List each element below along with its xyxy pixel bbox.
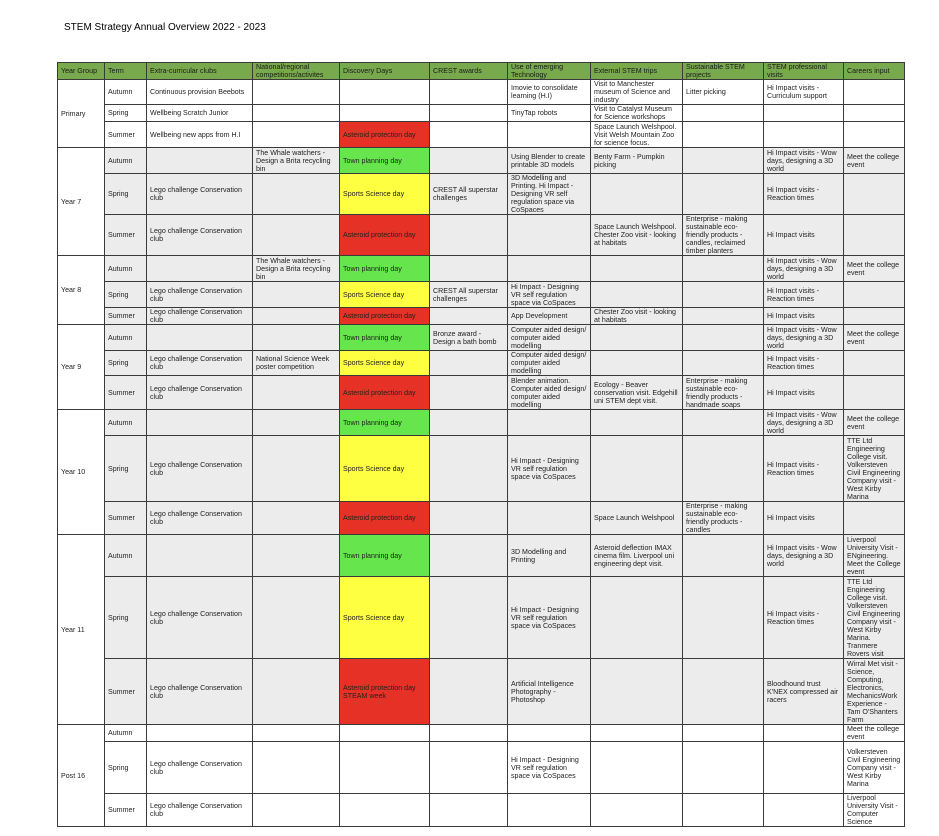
sustainable-project-cell [683, 122, 764, 148]
competitions-cell [253, 502, 340, 535]
emerging-tech-cell [508, 410, 591, 436]
header-professional-visits: STEM professional visits [764, 63, 844, 80]
table-row [58, 122, 905, 148]
term-cell: Summer [105, 122, 147, 148]
competitions-cell [253, 174, 340, 215]
careers-input-cell [844, 80, 905, 105]
discovery-day-cell: Asteroid protection day [340, 376, 430, 410]
careers-input-cell [844, 105, 905, 122]
extra-curricular-cell: Continuous provision Beebots [147, 80, 253, 105]
term-cell: Spring [105, 105, 147, 122]
careers-input-cell: Meet the college event [844, 256, 905, 282]
discovery-day-cell: Sports Science day [340, 577, 430, 659]
careers-input-cell: Volkersteven Civil Engineering Company visit - West Kirby Marina [844, 742, 905, 794]
emerging-tech-cell: Using Blender to create printable 3D models [508, 148, 591, 174]
crest-award-cell: CREST All superstar challenges [430, 282, 508, 308]
crest-award-cell [430, 122, 508, 148]
professional-visit-cell: Hi Impact visits - Curriculum support [764, 80, 844, 105]
discovery-day-cell: Sports Science day [340, 351, 430, 376]
professional-visit-cell: Bloodhound trust K'NEX compressed air racers [764, 659, 844, 725]
sustainable-project-cell [683, 282, 764, 308]
sustainable-project-cell [683, 742, 764, 794]
table-row [58, 105, 905, 122]
external-trip-cell [591, 256, 683, 282]
term-cell: Summer [105, 659, 147, 725]
sustainable-project-cell [683, 436, 764, 502]
sustainable-project-cell [683, 577, 764, 659]
year-group-label: Post 16 [58, 725, 105, 827]
professional-visit-cell [764, 105, 844, 122]
extra-curricular-cell [147, 725, 253, 742]
emerging-tech-cell: Hi Impact - Designing VR self regulation space via CoSpaces [508, 577, 591, 659]
extra-curricular-cell [147, 256, 253, 282]
crest-award-cell [430, 105, 508, 122]
emerging-tech-cell: Computer aided design/ computer aided modelling [508, 325, 591, 351]
careers-input-cell: Meet the college event [844, 725, 905, 742]
careers-input-cell: TTE Ltd Engineering College visit. Volkersteven Civil Engineering Company visit - West Kirby Marina [844, 436, 905, 502]
professional-visit-cell: Hi Impact visits - Wow days, designing a 3D world [764, 535, 844, 577]
extra-curricular-cell: Lego challenge Conservation club [147, 794, 253, 827]
crest-award-cell [430, 351, 508, 376]
discovery-day-cell [340, 794, 430, 827]
competitions-cell [253, 376, 340, 410]
sustainable-project-cell: Enterprise - making sustainable eco-friendly products - candles, reclaimed timber planters [683, 215, 764, 256]
extra-curricular-cell [147, 148, 253, 174]
careers-input-cell: Liverpool University Visit - ENgineering. Meet the College event [844, 535, 905, 577]
header-year-group: Year Group [58, 63, 105, 80]
emerging-tech-cell [508, 794, 591, 827]
table-row [58, 725, 905, 742]
crest-award-cell [430, 725, 508, 742]
table-row [58, 742, 905, 794]
term-cell: Autumn [105, 725, 147, 742]
external-trip-cell [591, 725, 683, 742]
sustainable-project-cell: Enterprise - making sustainable eco-friendly products - handmade soaps [683, 376, 764, 410]
professional-visit-cell: Hi Impact visits - Reaction times [764, 436, 844, 502]
discovery-day-cell: Town planning day [340, 256, 430, 282]
careers-input-cell: Meet the college event [844, 148, 905, 174]
careers-input-cell: Liverpool University Visit - Computer Science [844, 794, 905, 827]
competitions-cell [253, 535, 340, 577]
discovery-day-cell: Town planning day [340, 325, 430, 351]
competitions-cell [253, 105, 340, 122]
extra-curricular-cell: Lego challenge Conservation club [147, 174, 253, 215]
emerging-tech-cell: Hi Impact - Designing VR self regulation space via CoSpaces [508, 282, 591, 308]
term-cell: Spring [105, 174, 147, 215]
sustainable-project-cell [683, 410, 764, 436]
emerging-tech-cell: 3D Modelling and Printing. Hi Impact - Designing VR self regulation space via CoSpaces [508, 174, 591, 215]
sustainable-project-cell [683, 325, 764, 351]
professional-visit-cell: Hi Impact visits - Reaction times [764, 577, 844, 659]
term-cell: Autumn [105, 325, 147, 351]
extra-curricular-cell: Lego challenge Conservation club [147, 282, 253, 308]
careers-input-cell [844, 122, 905, 148]
sustainable-project-cell [683, 105, 764, 122]
crest-award-cell: CREST All superstar challenges [430, 174, 508, 215]
professional-visit-cell: Hi Impact visits [764, 376, 844, 410]
header-careers-input: Careers input [844, 63, 905, 80]
discovery-day-cell: Asteroid protection day [340, 122, 430, 148]
extra-curricular-cell: Lego challenge Conservation club [147, 742, 253, 794]
table-row [58, 794, 905, 827]
table-row [58, 535, 905, 577]
discovery-day-cell: Town planning day [340, 535, 430, 577]
sustainable-project-cell: Enterprise - making sustainable eco-friendly products - candles [683, 502, 764, 535]
careers-input-cell [844, 351, 905, 376]
professional-visit-cell [764, 742, 844, 794]
table-row [58, 148, 905, 174]
term-cell: Autumn [105, 410, 147, 436]
discovery-day-cell: Asteroid protection day [340, 215, 430, 256]
extra-curricular-cell: Lego challenge Conservation club [147, 659, 253, 725]
competitions-cell [253, 215, 340, 256]
sustainable-project-cell [683, 174, 764, 215]
external-trip-cell [591, 742, 683, 794]
year-group-label: Year 7 [58, 148, 105, 256]
header-sustainable-projects: Sustainable STEM projects [683, 63, 764, 80]
term-cell: Summer [105, 502, 147, 535]
table-row [58, 174, 905, 215]
extra-curricular-cell: Lego challenge Conservation club [147, 376, 253, 410]
header-extra-curricular: Extra-curricular clubs [147, 63, 253, 80]
term-cell: Autumn [105, 148, 147, 174]
discovery-day-cell: Asteroid protection day [340, 308, 430, 325]
crest-award-cell [430, 794, 508, 827]
discovery-day-cell: Town planning day [340, 410, 430, 436]
header-emerging-technology: Use of emerging Technology [508, 63, 591, 80]
sustainable-project-cell [683, 535, 764, 577]
term-cell: Spring [105, 742, 147, 794]
discovery-day-cell: Asteroid protection day STEAM week [340, 659, 430, 725]
discovery-day-cell: Sports Science day [340, 282, 430, 308]
emerging-tech-cell: 3D Modelling and Printing [508, 535, 591, 577]
external-trip-cell: Space Launch Welshpool. Chester Zoo visit - looking at habitats [591, 215, 683, 256]
emerging-tech-cell [508, 502, 591, 535]
crest-award-cell [430, 742, 508, 794]
discovery-day-cell: Sports Science day [340, 436, 430, 502]
professional-visit-cell: Hi Impact visits - Reaction times [764, 282, 844, 308]
professional-visit-cell: Hi Impact visits - Reaction times [764, 174, 844, 215]
table-row [58, 215, 905, 256]
header-discovery-days: Discovery Days [340, 63, 430, 80]
sustainable-project-cell [683, 256, 764, 282]
competitions-cell [253, 122, 340, 148]
crest-award-cell [430, 436, 508, 502]
careers-input-cell [844, 376, 905, 410]
discovery-day-cell [340, 80, 430, 105]
emerging-tech-cell: Imovie to consolidate learning (H.I) [508, 80, 591, 105]
term-cell: Spring [105, 351, 147, 376]
crest-award-cell [430, 535, 508, 577]
external-trip-cell: Chester Zoo visit - looking at habitats [591, 308, 683, 325]
competitions-cell [253, 742, 340, 794]
crest-award-cell [430, 577, 508, 659]
extra-curricular-cell: Wellbeing new apps from H.I [147, 122, 253, 148]
extra-curricular-cell [147, 535, 253, 577]
emerging-tech-cell [508, 215, 591, 256]
table-row [58, 376, 905, 410]
discovery-day-cell: Sports Science day [340, 174, 430, 215]
discovery-day-cell: Asteroid protection day [340, 502, 430, 535]
extra-curricular-cell: Lego challenge Conservation club [147, 215, 253, 256]
professional-visit-cell: Hi Impact visits [764, 502, 844, 535]
competitions-cell: National Science Week poster competition [253, 351, 340, 376]
competitions-cell [253, 659, 340, 725]
crest-award-cell: Bronze award - Design a bath bomb [430, 325, 508, 351]
competitions-cell [253, 80, 340, 105]
careers-input-cell [844, 308, 905, 325]
competitions-cell [253, 794, 340, 827]
competitions-cell [253, 725, 340, 742]
term-cell: Summer [105, 794, 147, 827]
discovery-day-cell [340, 725, 430, 742]
table-row [58, 410, 905, 436]
header-row [58, 63, 905, 80]
discovery-day-cell: Town planning day [340, 148, 430, 174]
careers-input-cell [844, 215, 905, 256]
professional-visit-cell [764, 122, 844, 148]
external-trip-cell [591, 351, 683, 376]
table-row [58, 282, 905, 308]
external-trip-cell: Visit to Manchester museum of Science and industry [591, 80, 683, 105]
external-trip-cell: Ecology - Beaver conservation visit. Edgehill uni STEM dept visit. [591, 376, 683, 410]
competitions-cell: The Whale watchers - Design a Brita recycling bin [253, 256, 340, 282]
professional-visit-cell: Hi Impact visits - Wow days, designing a 3D world [764, 325, 844, 351]
term-cell: Summer [105, 376, 147, 410]
emerging-tech-cell: Hi Impact - Designing VR self regulation space via CoSpaces [508, 436, 591, 502]
sustainable-project-cell [683, 148, 764, 174]
discovery-day-cell [340, 105, 430, 122]
sustainable-project-cell [683, 794, 764, 827]
table-row [58, 577, 905, 659]
page-title: STEM Strategy Annual Overview 2022 - 2023 [64, 22, 266, 33]
external-trip-cell [591, 794, 683, 827]
term-cell: Spring [105, 282, 147, 308]
external-trip-cell [591, 282, 683, 308]
crest-award-cell [430, 410, 508, 436]
careers-input-cell [844, 502, 905, 535]
term-cell: Autumn [105, 535, 147, 577]
professional-visit-cell: Hi Impact visits - Wow days, designing a 3D world [764, 256, 844, 282]
professional-visit-cell: Hi Impact visits - Reaction times [764, 351, 844, 376]
emerging-tech-cell [508, 122, 591, 148]
header-competitions: National/regional competitions/activites [253, 63, 340, 80]
header-term: Term [105, 63, 147, 80]
professional-visit-cell: Hi Impact visits - Wow days, designing a 3D world [764, 148, 844, 174]
year-group-label: Year 11 [58, 535, 105, 725]
external-trip-cell [591, 577, 683, 659]
term-cell: Autumn [105, 256, 147, 282]
professional-visit-cell [764, 725, 844, 742]
competitions-cell [253, 282, 340, 308]
crest-award-cell [430, 502, 508, 535]
emerging-tech-cell: Computer aided design/ computer aided modelling [508, 351, 591, 376]
table-row [58, 308, 905, 325]
stem-overview-table [57, 62, 905, 827]
external-trip-cell [591, 410, 683, 436]
extra-curricular-cell: Lego challenge Conservation club [147, 351, 253, 376]
crest-award-cell [430, 148, 508, 174]
professional-visit-cell: Hi Impact visits [764, 308, 844, 325]
external-trip-cell: Visit to Catalyst Museum for Science workshops [591, 105, 683, 122]
external-trip-cell [591, 436, 683, 502]
careers-input-cell: TTE Ltd Engineering College visit. Volkersteven Civil Engineering Company visit - West Kirby Marina. Tranmere Rovers visit [844, 577, 905, 659]
careers-input-cell: Meet the college event [844, 325, 905, 351]
emerging-tech-cell [508, 725, 591, 742]
table-row [58, 436, 905, 502]
discovery-day-cell [340, 742, 430, 794]
emerging-tech-cell: App Development [508, 308, 591, 325]
table-row [58, 659, 905, 725]
sustainable-project-cell [683, 351, 764, 376]
emerging-tech-cell: Hi Impact - Designing VR self regulation space via CoSpaces [508, 742, 591, 794]
term-cell: Summer [105, 215, 147, 256]
sustainable-project-cell [683, 725, 764, 742]
extra-curricular-cell: Lego challenge Conservation club [147, 502, 253, 535]
extra-curricular-cell: Wellbeing Scratch Junior [147, 105, 253, 122]
professional-visit-cell: Hi Impact visits [764, 215, 844, 256]
sustainable-project-cell: Litter picking [683, 80, 764, 105]
emerging-tech-cell: Artificial Intelligence Photography - Photoshop [508, 659, 591, 725]
emerging-tech-cell: TinyTap robots [508, 105, 591, 122]
external-trip-cell [591, 325, 683, 351]
careers-input-cell: Meet the college event [844, 410, 905, 436]
external-trip-cell: Asteroid deflection IMAX cinema film. Liverpool uni engineering dept visit. [591, 535, 683, 577]
emerging-tech-cell [508, 256, 591, 282]
year-group-label: Primary [58, 80, 105, 148]
table-row [58, 256, 905, 282]
year-group-label: Year 8 [58, 256, 105, 325]
table-row [58, 80, 905, 105]
extra-curricular-cell: Lego challenge Conservation club [147, 577, 253, 659]
sustainable-project-cell [683, 659, 764, 725]
competitions-cell [253, 577, 340, 659]
term-cell: Spring [105, 577, 147, 659]
careers-input-cell [844, 174, 905, 215]
table-row [58, 502, 905, 535]
crest-award-cell [430, 256, 508, 282]
crest-award-cell [430, 376, 508, 410]
competitions-cell [253, 325, 340, 351]
year-group-label: Year 9 [58, 325, 105, 410]
professional-visit-cell [764, 794, 844, 827]
term-cell: Summer [105, 308, 147, 325]
external-trip-cell [591, 174, 683, 215]
professional-visit-cell: Hi Impact visits - Wow days, designing a 3D world [764, 410, 844, 436]
external-trip-cell: Benty Farm - Pumpkin picking [591, 148, 683, 174]
crest-award-cell [430, 659, 508, 725]
extra-curricular-cell [147, 410, 253, 436]
external-trip-cell [591, 659, 683, 725]
crest-award-cell [430, 308, 508, 325]
external-trip-cell: Space Launch Welshpool [591, 502, 683, 535]
term-cell: Autumn [105, 80, 147, 105]
crest-award-cell [430, 80, 508, 105]
competitions-cell [253, 308, 340, 325]
extra-curricular-cell [147, 325, 253, 351]
competitions-cell [253, 410, 340, 436]
term-cell: Spring [105, 436, 147, 502]
careers-input-cell: Wirral Met visit - Science, Computing, Electronics, MechanicsWork Experience - Tam O'Shanters Farm [844, 659, 905, 725]
careers-input-cell [844, 282, 905, 308]
table-row [58, 351, 905, 376]
table-row [58, 325, 905, 351]
emerging-tech-cell: Blender animation. Computer aided design/ computer aided modelling [508, 376, 591, 410]
crest-award-cell [430, 215, 508, 256]
extra-curricular-cell: Lego challenge Conservation club [147, 436, 253, 502]
competitions-cell [253, 436, 340, 502]
external-trip-cell: Space Launch Welshpool. Visit Welsh Mountain Zoo for science focus. [591, 122, 683, 148]
extra-curricular-cell: Lego challenge Conservation club [147, 308, 253, 325]
competitions-cell: The Whale watchers - Design a Brita recycling bin [253, 148, 340, 174]
year-group-label: Year 10 [58, 410, 105, 535]
sustainable-project-cell [683, 308, 764, 325]
header-external-trips: External STEM trips [591, 63, 683, 80]
header-crest-awards: CREST awards [430, 63, 508, 80]
